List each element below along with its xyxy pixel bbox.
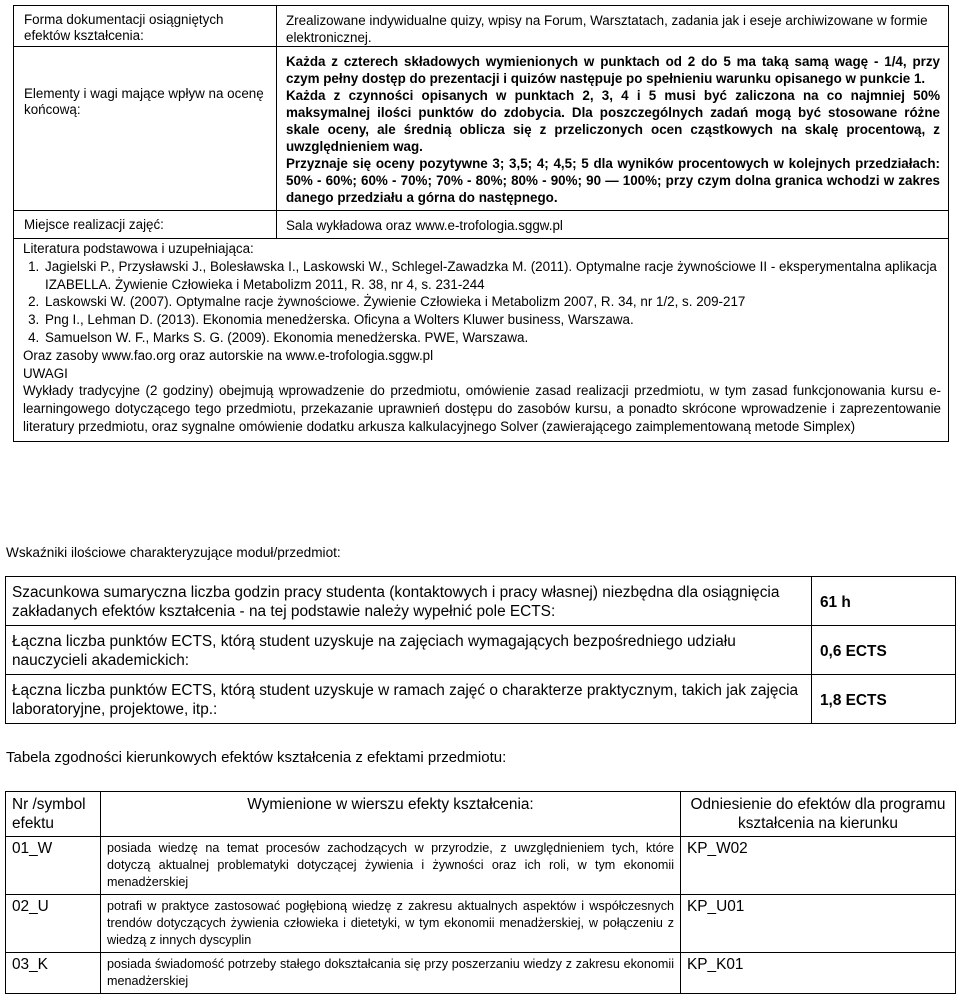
forma-label: Forma dokumentacji osiągniętych efektów kształcenia: — [14, 6, 277, 47]
literatura-item: 3. Png I., Lehman D. (2013). Ekonomia menedżerska. Oficyna a Wolters Kluwer business, Warszawa. — [43, 311, 941, 329]
elementy-label: Elementy i wagi mające wpływ na ocenę końcową: — [14, 47, 277, 211]
quant-row — [6, 626, 956, 675]
effects-row — [6, 895, 956, 953]
miejsce-label: Miejsce realizacji zajęć: — [14, 211, 277, 239]
quant-row-value: 0,6 ECTS — [812, 626, 956, 675]
literatura-title: Literatura podstawowa i uzupełniająca: — [23, 241, 254, 256]
quant-row-text: Łączna liczba punktów ECTS, którą student uzyskuje na zajęciach wymagających bezpośredniego udziału nauczycieli akademickich: — [6, 626, 812, 675]
effects-row-ref: KP_K01 — [681, 953, 956, 994]
forma-value: Zrealizowane indywidualne quizy, wpisy na Forum, Warsztatach, zadania jak i eseje archiwizowane w formie elektronicznej. — [277, 6, 949, 47]
effects-header-symbol: Nr /symbol efektu — [6, 792, 101, 837]
literatura-cell — [14, 239, 949, 442]
quant-row — [6, 675, 956, 724]
miejsce-row — [14, 211, 949, 239]
effects-row-symbol: 01_W — [6, 837, 101, 895]
literatura-item: 2. Laskowski W. (2007). Optymalne racje żywnościowe. Żywienie Człowieka i Metabolizm 2007, R. 34, nr 1/2, s. 209-217 — [43, 293, 941, 311]
quant-row — [6, 577, 956, 626]
quant-table — [5, 576, 956, 724]
course-info-table — [13, 5, 949, 442]
literatura-item: 4. Samuelson W. F., Marks S. G. (2009). Ekonomia menedżerska. PWE, Warszawa. — [43, 329, 941, 347]
quant-row-value: 1,8 ECTS — [812, 675, 956, 724]
literatura-item: 1. Jagielski P., Przysławski J., Bolesławska I., Laskowski W., Schlegel-Zawadzka M. (2011). Optymalne racje żywnościowe II - eksperymentalna aplikacja IZABELLA. Żywienie Człowieka i Metabolizm 2011, R. 38, nr 4, s. 231-244 — [43, 258, 941, 294]
literatura-row — [14, 239, 949, 442]
elementy-paragraph: Przyznaje się oceny pozytywne 3; 3,5; 4; 4,5; 5 dla wyników procentowych w kolejnych przedziałach: 50% - 60%; 60% - 70%; 70% - 80%; 80% - 90%; 90 — 100%; przy czym dolna granica wchodzi w zakres danego przedziału a górna do następnego. — [286, 156, 940, 205]
elementy-value — [277, 47, 949, 211]
quant-row-value: 61 h — [812, 577, 956, 626]
uwagi-title: UWAGI — [23, 365, 68, 381]
effects-row — [6, 837, 956, 895]
literatura-extra: Oraz zasoby www.fao.org oraz autorskie na www.e-trofologia.sggw.pl — [23, 347, 434, 363]
effects-header-desc: Wymienione w wierszu efekty kształcenia: — [101, 792, 681, 837]
forma-row — [14, 6, 949, 47]
effects-section-title: Tabela zgodności kierunkowych efektów kształcenia z efektami przedmiotu: — [6, 749, 507, 766]
elementy-row — [14, 47, 949, 211]
quant-section-title: Wskaźniki ilościowe charakteryzujące moduł/przedmiot: — [6, 545, 341, 560]
effects-header-row — [6, 792, 956, 837]
elementy-paragraph: Każda z czynności opisanych w punktach 2, 3, 4 i 5 musi być zaliczona na co najmniej 50% maksymalnej ilości punktów do zdobycia. Dla poszczególnych zadań mogą być stosowane różne skale oceny, ale średnią oblicza się z przeliczonych ocen cząstkowych na skalę procentową, z uwzględnieniem wag. — [286, 88, 940, 154]
elementy-paragraph: Każda z czterech składowych wymienionych w punktach od 2 do 5 ma taką samą wagę - 1/4, przy czym pełny dostęp do prezentacji i quizów następuje po spełnieniu warunku opisanego w punkcie 1. — [286, 54, 940, 86]
effects-row-ref: KP_U01 — [681, 895, 956, 953]
effects-row-symbol: 02_U — [6, 895, 101, 953]
uwagi-text: Wykłady tradycyjne (2 godziny) obejmują wprowadzenie do przedmiotu, omówienie zasad realizacji przedmiotu, w tym zasad funkcjonowania kursu e-learningowego dotyczącego tego przedmiotu, przekazanie uprawnień dostępu do zasobów kursu, a ponadto skrócone wprowadzenie i zaprezentowanie literatury przedmiotu, oraz sygnalne omówienie dodatku arkusza kalkulacyjnego Solver (zawierającego zaimplementowaną metode Simplex) — [23, 383, 941, 434]
effects-row-ref: KP_W02 — [681, 837, 956, 895]
quant-row-text: Szacunkowa sumaryczna liczba godzin pracy studenta (kontaktowych i pracy własnej) niezbędna dla osiągnięcia zakładanych efektów kształcenia - na tej podstawie należy wypełnić pole ECTS: — [6, 577, 812, 626]
effects-row-desc: posiada wiedzę na temat procesów zachodzących w przyrodzie, z uwzględnieniem tych, które dotyczą aktualnej problematyki dotyczącej żywienia i żywności oraz ich roli, w tym ekonomii menadżerskiej — [101, 837, 681, 895]
effects-row-desc: potrafi w praktyce zastosować pogłębioną wiedzę z zakresu aktualnych aspektów i współczesnych trendów dotyczących żywienia człowieka i dietetyki, w tym ekonomii menadżerskiej, w połączeniu z wiedzą z innych dyscyplin — [101, 895, 681, 953]
literatura-list — [23, 258, 941, 347]
quant-row-text: Łączna liczba punktów ECTS, którą student uzyskuje w ramach zajęć o charakterze praktycznym, takich jak zajęcia laboratoryjne, projektowe, itp.: — [6, 675, 812, 724]
miejsce-value: Sala wykładowa oraz www.e-trofologia.sggw.pl — [277, 211, 949, 239]
effects-header-ref: Odniesienie do efektów dla programu kształcenia na kierunku — [681, 792, 956, 837]
effects-row — [6, 953, 956, 994]
effects-table — [5, 791, 956, 994]
effects-row-desc: posiada świadomość potrzeby stałego dokształcania się przy poszerzaniu wiedzy z zakresu ekonomii menadżerskiej — [101, 953, 681, 994]
effects-row-symbol: 03_K — [6, 953, 101, 994]
